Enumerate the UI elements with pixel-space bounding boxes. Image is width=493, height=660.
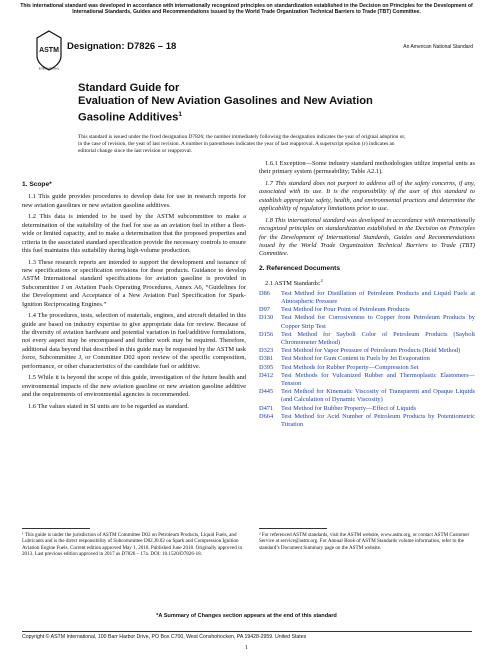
reference-code-link[interactable]: D323 (259, 347, 274, 355)
reference-item[interactable] (259, 355, 475, 363)
title-line-2: Evaluation of New Aviation Gasolines and New Aviation (78, 95, 373, 108)
astm-standards-footnote-mark: 2 (320, 278, 323, 284)
reference-item[interactable] (259, 306, 475, 314)
title-line-1: Standard Guide for (78, 82, 180, 94)
title-line-3: Gasoline Additives (78, 112, 179, 125)
designation: Designation: D7826 – 18 (67, 41, 177, 52)
reference-item[interactable] (259, 314, 475, 330)
reference-item[interactable] (259, 331, 475, 347)
reference-code-link[interactable]: D381 (259, 355, 274, 363)
reference-code-link[interactable]: D156 (259, 330, 274, 338)
logo-text: INTERNATIONAL (38, 67, 60, 71)
reference-code-link[interactable]: D130 (259, 314, 274, 322)
astm-standards-subheading: 2.1 ASTM Standards: (265, 280, 321, 288)
reference-code-link[interactable]: D664 (259, 412, 274, 420)
footnote-1: ¹ This guide is under the jurisdiction of ASTM Committee D02 on Petroleum Products, Liquid Fuels, and Lubricants and is the direct responsibility of Subcommittee D02.J0.02 on Spark and Compression Ignition Aviation Engine Fuels. Current edition approved May 1, 2018. Published June 2018. Originally approved in 2013. Last previous edition approved in 2017 as D7826 – 17a. DOI: 10.1520/D7826-18. (22, 532, 243, 558)
reference-item[interactable] (259, 290, 475, 306)
reference-item[interactable] (259, 405, 475, 413)
reference-title-link[interactable]: Test Method for Acid Number of Petroleum Products by Potentiometric Titration (281, 412, 475, 429)
footnote-rule-left (22, 528, 90, 529)
scope-heading: 1. Scope* (22, 181, 52, 188)
reference-title-link[interactable]: Test Method for Kinematic Viscosity of Transparent and Opaque Liquids (and Calculation of Dynamic Viscosity) (281, 388, 475, 404)
footnote-2: ² For referenced ASTM standards, visit the ASTM website, www.astm.org, or contact ASTM Customer Service at service@astm.org. For Annual Book of ASTM Standards volume information, refer to the standard’s Document Summary page on the ASTM website. (259, 532, 470, 551)
reference-code-link[interactable]: D412 (259, 371, 274, 379)
reference-item[interactable] (259, 413, 475, 429)
american-national-standard-label: An American National Standard (403, 44, 473, 50)
left-column (22, 181, 246, 414)
reference-code-link[interactable]: D471 (259, 404, 274, 412)
reference-title-link[interactable]: Test Method for Saybolt Color of Petroleum Products (Saybolt Chromometer Method) (281, 330, 475, 346)
document-title (78, 82, 438, 125)
issued-note: This standard is issued under the fixed designation D7826; the number immediately following the designation indicates the year of original adoption or, in the case of revision, the year of last revision. A number in parentheses indicates the year of last reapproval. A superscript epsilon (ε) indicates an editorial change since the last revision or reapproval. (78, 134, 406, 154)
page-number: 1 (245, 645, 248, 651)
scope-para-1-2: 1.2 This data is intended to be used by the ASTM subcommittee to make a determination of the suitability of the fuel for use as an aviation fuel in either a fleet-wide or limited capacity, and to make a determination that the proposed properties and criteria in the associated standard specification provide the necessary controls to ensure this fuel maintains this suitability during high-volume production. (22, 213, 246, 255)
reference-code-link[interactable]: D445 (259, 388, 274, 396)
reference-title-link[interactable]: Test Method for Gum Content in Fuels by Jet Evaporation (281, 355, 430, 363)
reference-item[interactable] (259, 364, 475, 372)
reference-list (259, 290, 475, 429)
astm-logo (36, 30, 62, 72)
reference-item[interactable] (259, 372, 475, 388)
svg-text:ASTM: ASTM (39, 47, 59, 54)
scope-para-1-5: 1.5 While it is beyond the scope of this guide, investigation of the future health and environmental impacts of the new aviation gasoline or new aviation gasoline additive and the requirements of environmental agencies is recommended. (22, 374, 246, 399)
reference-title-link[interactable]: Test Method for Corrosiveness to Copper from Petroleum Products by Copper Strip Test (281, 314, 475, 330)
right-column (259, 160, 475, 429)
reference-title-link[interactable]: Test Method for Distillation of Petroleum Products and Liquid Fuels at Atmospheric Pressure (281, 289, 475, 305)
scope-para-1-1: 1.1 This guide provides procedures to develop data for use in research reports for new aviation gasolines or new aviation gasoline additives. (22, 193, 246, 209)
summary-of-changes-note: *A Summary of Changes section appears at the end of this standard (156, 613, 337, 619)
scope-para-1-6: 1.6 The values stated in SI units are to be regarded as standard. (28, 402, 190, 410)
reference-title-link[interactable]: Test Methods for Vulcanized Rubber and Thermoplastic Elastomers—Tension (281, 371, 475, 388)
title-footnote-mark: 1 (178, 111, 182, 119)
reference-title-link[interactable]: Test Method for Pour Point of Petroleum Products (281, 306, 410, 314)
reference-item[interactable] (259, 347, 475, 355)
reference-title-link[interactable]: Test Method for Rubber Property—Effect of Liquids (281, 404, 417, 412)
reference-code-link[interactable]: D86 (259, 289, 271, 297)
reference-code-link[interactable]: D395 (259, 363, 274, 371)
reference-item[interactable] (259, 388, 475, 404)
scope-para-1-4: 1.4 The procedures, tests, selection of materials, engines, and aircraft detailed in this guide are based on industry expertise to give appropriate data for review. Because of the diversity of aviation hardware and potential variation in fuel/additive formulations, not every aspect may be encompassed and further work may be required. Therefore, additional data beyond that described in this guide may be requested by the ASTM task force, Subcommittee J, or Committee D02 upon review of the specific composition, performance, or other characteristics of the candidate fuel or additive. (22, 312, 246, 370)
scope-para-1-7: 1.7 This standard does not purport to address all of the safety concerns, if any, associated with its use. It is the responsibility of the user of this standard to establish appropriate safety, health, and environmental practices and determine the applicability of regulatory limitations prior to use. (259, 180, 475, 213)
scope-para-1-8: 1.8 This international standard was developed in accordance with internationally recognized principles on standardization established in the Decision on Principles for the Development of International Standards, Guides and Recommendations issued by the World Trade Organization Technical Barriers to Trade (TBT) Committee. (259, 216, 475, 258)
header-notice: This international standard was developed in accordance with internationally recognized principles on standardization established in the Decision on Principles for the Development of International Standards, Guides and Recommendations issued by the World Trade Organization Technical Barriers to Trade (TBT) Committee. (20, 3, 473, 16)
referenced-documents-heading: 2. Referenced Documents (259, 264, 340, 272)
scope-para-1-3: 1.3 These research reports are intended to support the development and issuance of new specifications or specification revisions for these products. Guidance to develop ASTM International standard specifications for aviation gasoline is provided in Subcommittee J on Aviation Fuels Operating Procedures, Annex A6, “Guidelines for the Development and Acceptance of a New Aviation Fuel Specification for Spark-Ignition Reciprocating Engines.” (22, 258, 246, 308)
footnote-rule-right (259, 528, 327, 529)
scope-para-1-6-1: 1.6.1 Exception—Some industry standard methodologies utilize imperial units as their primary system (permeability; Table A2.1). (259, 160, 475, 176)
copyright-line: Copyright © ASTM International, 100 Barr Harbor Drive, PO Box C700, West Conshohocken, PA 19428-2959. United States (22, 631, 472, 640)
reference-code-link[interactable]: D97 (259, 306, 271, 314)
reference-title-link[interactable]: Test Methods for Rubber Property—Compression Set (281, 363, 419, 371)
reference-title-link[interactable]: Test Method for Vapor Pressure of Petroleum Products (Reid Method) (281, 347, 461, 355)
